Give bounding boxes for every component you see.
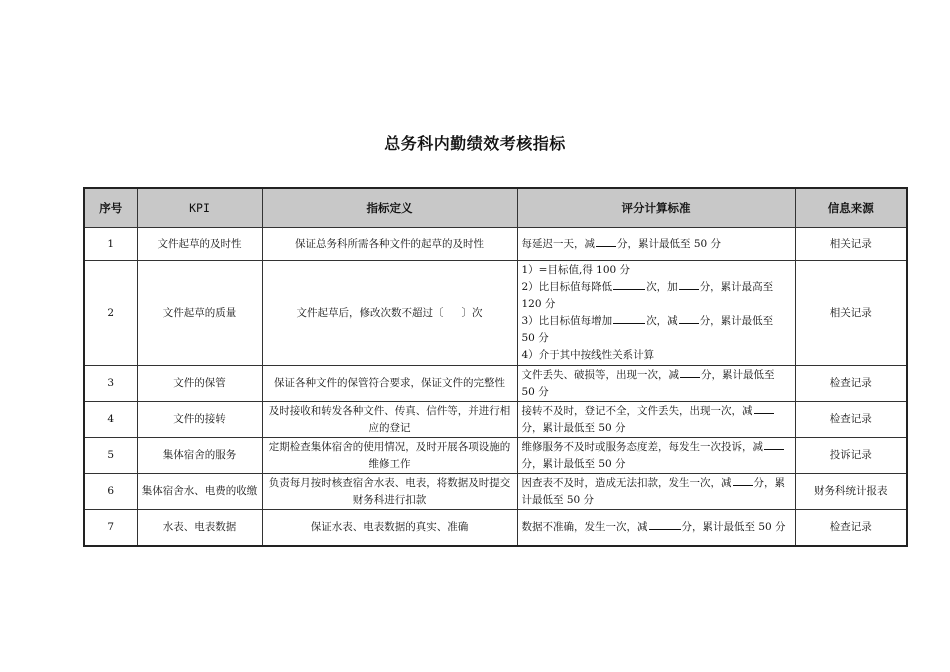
header-kpi: KPI: [137, 188, 262, 228]
document-title: 总务科内勤绩效考核指标: [384, 134, 566, 153]
row-kpi: 集体宿舍的服务: [137, 438, 262, 474]
standard-text: 分，累计最低至 50 分: [521, 368, 775, 398]
table-row: [84, 366, 907, 402]
table-row: [84, 261, 907, 366]
score-blank: [764, 439, 784, 450]
row-no: 7: [84, 510, 137, 546]
row-standard: [517, 510, 795, 546]
header-definition: 指标定义: [262, 188, 517, 228]
standard-text: 分，累计最低至 50 分: [681, 520, 786, 533]
score-blank: [679, 279, 699, 290]
standard-text: 分，累计最低至: [699, 315, 774, 327]
row-kpi: 集体宿舍水、电费的收缴: [137, 474, 262, 510]
score-blank: [596, 236, 616, 247]
standard-text: 2）比目标值每降低: [521, 281, 613, 293]
row-kpi: 文件的接转: [137, 402, 262, 438]
row-kpi: 文件的保管: [137, 366, 262, 402]
standard-line: [522, 313, 791, 330]
row-standard: [517, 438, 795, 474]
row-definition: 保证总务科所需各种文件的起草的及时性: [262, 228, 517, 261]
standard-text: 次，加: [646, 281, 678, 293]
kpi-table: [83, 187, 908, 547]
table-row: [84, 438, 907, 474]
row-no: 5: [84, 438, 137, 474]
row-kpi: 文件起草的质量: [137, 261, 262, 366]
standard-text: 文件丢失、破损等，出现一次，减: [521, 368, 679, 381]
row-no: 3: [84, 366, 137, 402]
table-header-row: [84, 188, 907, 228]
header-no: 序号: [84, 188, 137, 228]
row-source: 检查记录: [795, 366, 907, 402]
standard-text: 3）比目标值每增加: [521, 315, 613, 327]
row-definition: 及时接收和转发各种文件、传真、信件等，并进行相应的登记: [262, 402, 517, 438]
standard-text: 次，减: [646, 315, 678, 327]
row-definition: 负责每月按时核查宿舍水表、电表，将数据及时提交财务科进行扣款: [262, 474, 517, 510]
table-row: [84, 474, 907, 510]
row-standard: [517, 402, 795, 438]
standard-text: 分，累计最高至: [699, 281, 774, 293]
score-blank: [679, 313, 699, 324]
row-standard: [517, 228, 795, 261]
header-source: 信息来源: [795, 188, 907, 228]
standard-line: 50 分: [521, 332, 549, 344]
standard-text: 分，累计最低至 50 分: [521, 421, 626, 434]
row-definition: [262, 261, 517, 366]
row-standard: [517, 474, 795, 510]
row-standard: [517, 261, 795, 366]
standard-text: 分，累计最低至 50 分: [521, 457, 626, 470]
standard-text: 每延迟一天，减: [521, 237, 595, 250]
score-blank: [754, 403, 774, 414]
standard-line: 1）=目标值,得 100 分: [521, 264, 631, 276]
row-standard: [517, 366, 795, 402]
definition-text: 文件起草后，修改次数不超过〔: [296, 306, 444, 319]
row-source: 检查记录: [795, 510, 907, 546]
row-no: 4: [84, 402, 137, 438]
row-definition: 保证水表、电表数据的真实、准确: [262, 510, 517, 546]
row-no: 1: [84, 228, 137, 261]
standard-text: 分，累计最低至 50 分: [617, 237, 722, 250]
score-blank: [613, 313, 645, 324]
row-definition: 保证各种文件的保管符合要求，保证文件的完整性: [262, 366, 517, 402]
definition-text: 〕次: [461, 306, 483, 319]
score-blank: [649, 519, 681, 530]
table-row: [84, 510, 907, 546]
standard-text: 分，累计最低至 50 分: [521, 476, 785, 506]
score-blank: [613, 279, 645, 290]
standard-line: [522, 279, 791, 296]
row-no: 6: [84, 474, 137, 510]
row-source: 财务科统计报表: [795, 474, 907, 510]
standard-text: 数据不准确，发生一次，减: [521, 520, 648, 533]
standard-text: 因查表不及时，造成无法扣款，发生一次，减: [521, 476, 732, 489]
row-no: 2: [84, 261, 137, 366]
row-source: 投诉记录: [795, 438, 907, 474]
score-blank: [680, 367, 700, 378]
row-source: 检查记录: [795, 402, 907, 438]
row-definition: 定期检查集体宿舍的使用情况，及时开展各项设施的维修工作: [262, 438, 517, 474]
standard-line: 4）介于其中按线性关系计算: [521, 349, 655, 361]
row-kpi: 文件起草的及时性: [137, 228, 262, 261]
table-row: [84, 228, 907, 261]
standard-text: 接转不及时，登记不全，文件丢失，出现一次，减: [521, 404, 753, 417]
standard-line: 120 分: [521, 298, 556, 310]
row-source: 相关记录: [795, 228, 907, 261]
table-row: [84, 402, 907, 438]
standard-text: 维修服务不及时或服务态度差，每发生一次投诉，减: [521, 440, 763, 453]
row-source: 相关记录: [795, 261, 907, 366]
row-kpi: 水表、电表数据: [137, 510, 262, 546]
score-blank: [733, 475, 753, 486]
header-standard: 评分计算标准: [517, 188, 795, 228]
